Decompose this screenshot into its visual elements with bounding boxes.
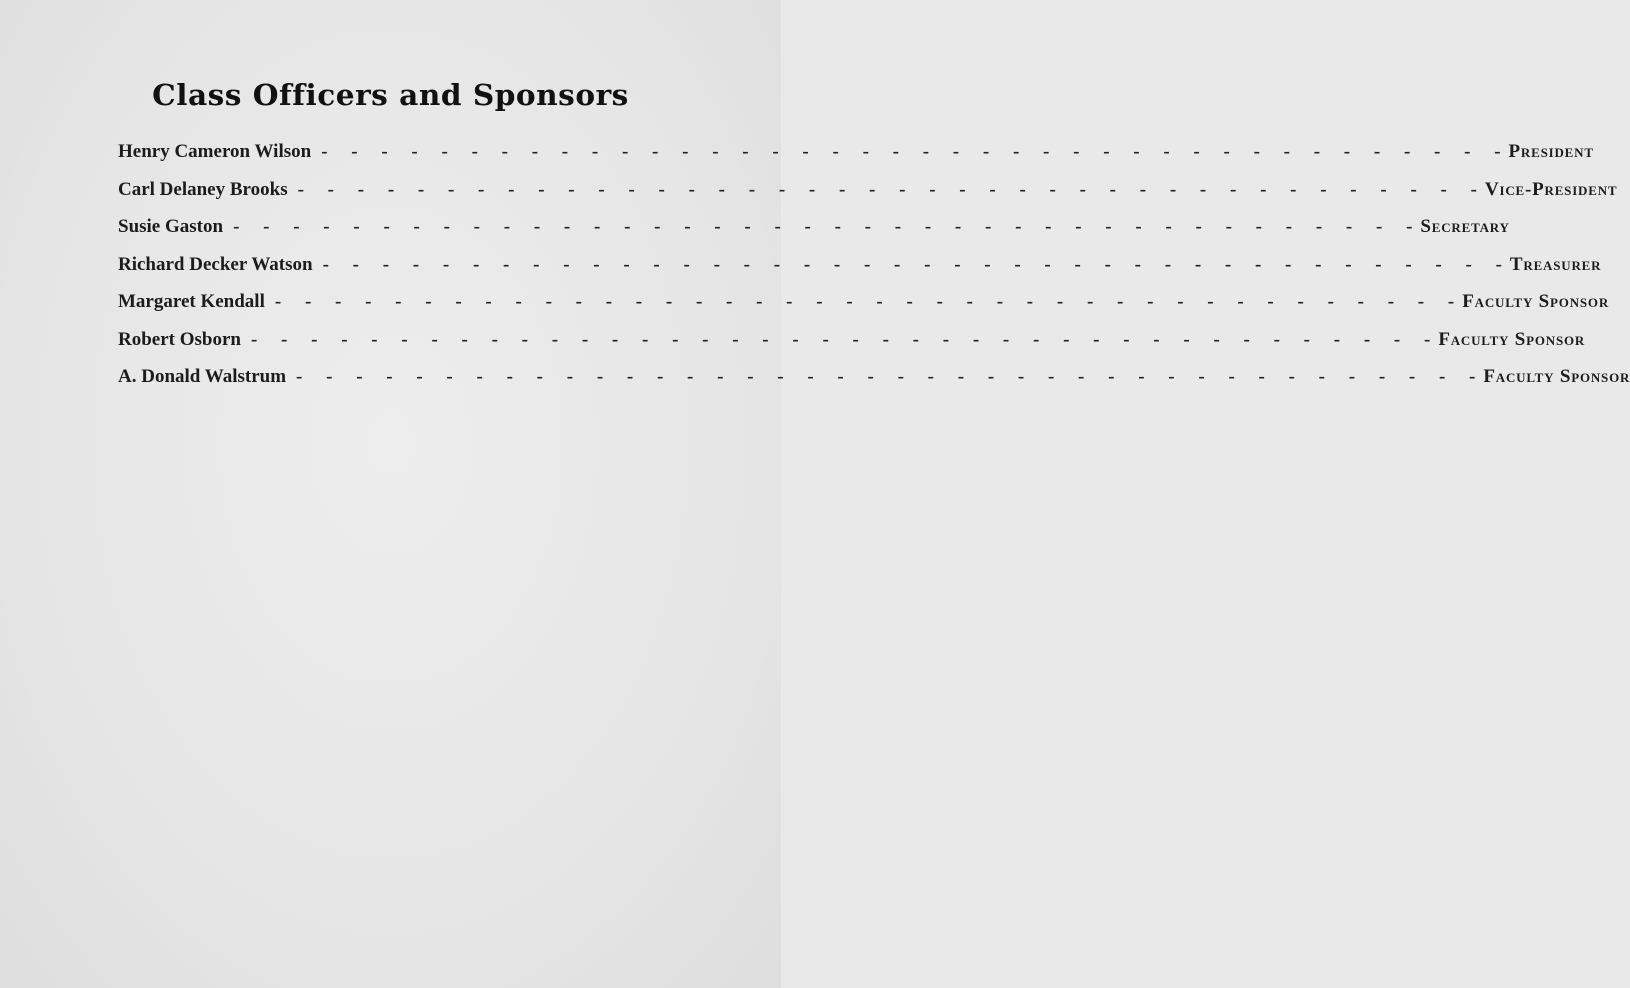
dot-leader: - - - - - - - - - - - - - - - - - - - - - - - - - - - - - - - - - - - - - - - - [296,366,1476,387]
dot-leader: - - - - - - - - - - - - - - - - - - - - - - - - - - - - - - - - - - - - - - - - [233,216,1413,237]
officer-name: Susie Gaston [118,216,224,237]
officer-name: Robert Osborn [118,328,241,350]
officer-row [118,324,1586,362]
officer-role: Faculty Sponsor [1462,291,1610,312]
officer-name: Margaret Kendall [118,291,265,312]
officer-role: Vice-President [1484,178,1618,200]
officer-row [118,361,1630,399]
officer-name: A. Donald Walstrum [118,366,287,387]
officer-role: Secretary [1420,216,1510,237]
officer-name: Carl Delaney Brooks [118,178,288,200]
officer-name: Henry Cameron Wilson [118,141,312,162]
officer-role: Faculty Sponsor [1438,328,1586,350]
officer-row [118,174,1618,212]
officers-list [118,136,1630,399]
officer-row [118,136,1594,174]
officer-row [118,211,1510,249]
dot-leader: - - - - - - - - - - - - - - - - - - - - - - - - - - - - - - - - - - - - - - - - [297,178,1477,200]
officer-role: Treasurer [1509,253,1602,275]
officer-name: Richard Decker Watson [118,253,313,275]
officer-row [118,286,1610,324]
dot-leader: - - - - - - - - - - - - - - - - - - - - - - - - - - - - - - - - - - - - - - - - [321,141,1501,162]
officer-row [118,249,1602,287]
officer-role: President [1508,141,1594,162]
dot-leader: - - - - - - - - - - - - - - - - - - - - - - - - - - - - - - - - - - - - - - - - [250,328,1431,350]
dot-leader: - - - - - - - - - - - - - - - - - - - - - - - - - - - - - - - - - - - - - - - - [274,291,1455,312]
page-title: Class Officers and Sponsors [152,78,629,112]
officer-role: Faculty Sponsor [1483,366,1630,387]
dot-leader: - - - - - - - - - - - - - - - - - - - - - - - - - - - - - - - - - - - - - - - - [322,253,1502,275]
